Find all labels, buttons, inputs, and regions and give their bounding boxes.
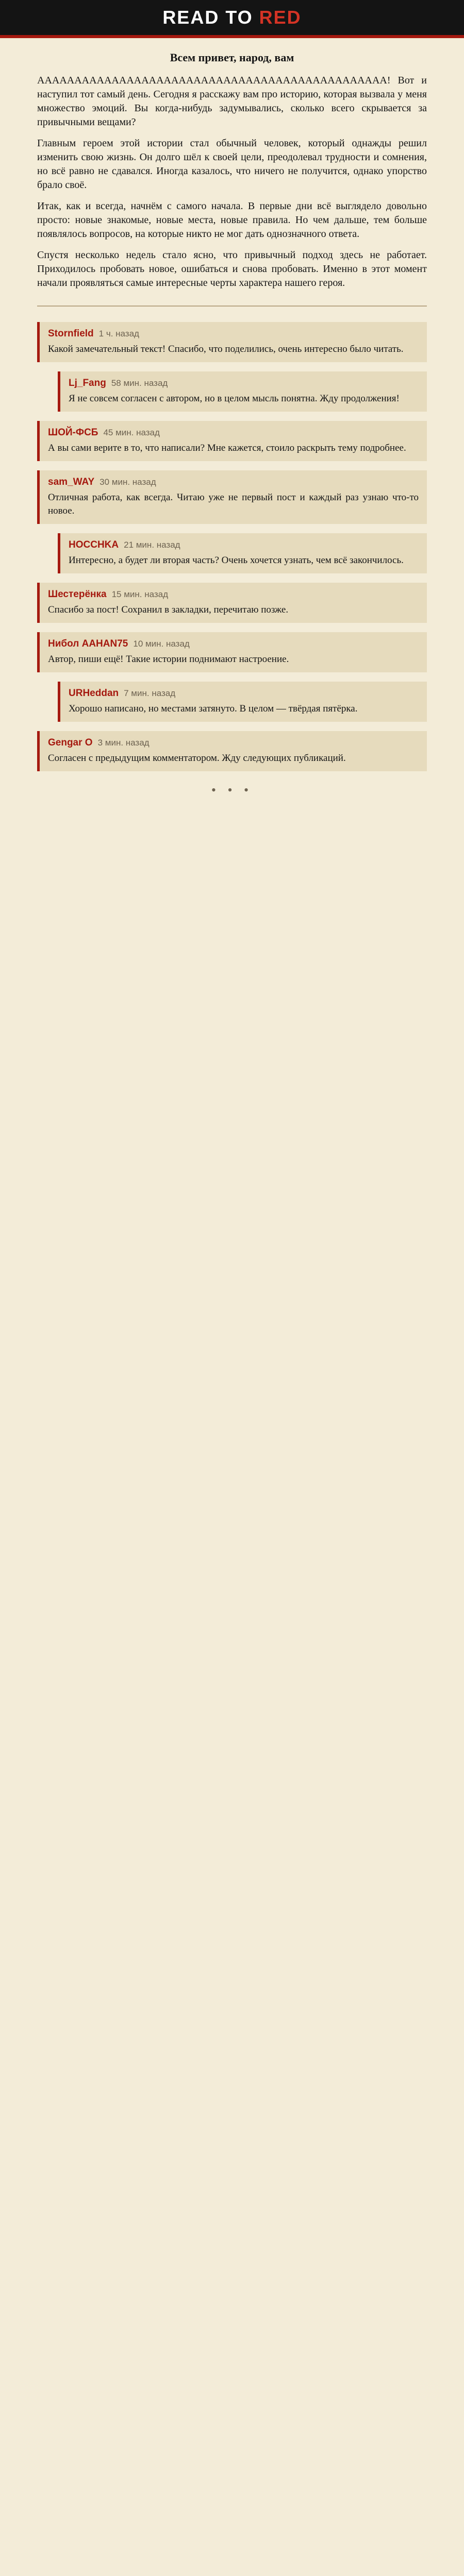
comment-time: 1 ч. назад [98,329,139,338]
comment [37,583,427,623]
comment-author[interactable]: Шестерёнка [48,589,107,600]
comment-text: Интересно, а будет ли вторая часть? Очень хочется узнать, чем всё закончилось. [69,555,404,566]
comment-text: Я не совсем согласен с автором, но в целом мысль понятна. Жду продолжения! [69,393,400,404]
comment [37,470,427,524]
post-paragraph: Спустя несколько недель стало ясно, что привычный подход здесь не работает. Приходилось пробовать новое, ошибаться и снова пробовать. Именно в этот момент начали проявляться самые интересные черты характера нашего героя. [37,249,427,289]
comment [37,731,427,771]
comment-reply [58,371,427,412]
post-paragraph: Главным героем этой истории стал обычный человек, который однажды решил изменить свою жизнь. Он долго шёл к своей цели, преодолевал трудности и сомнения, но всё равно не сдавался. Иногда казалось, что ничего не получится, однако упорство брало своё. [37,138,427,191]
comment-text: Хорошо написано, но местами затянуто. В целом — твёрдая пятёрка. [69,703,358,714]
comment [37,421,427,461]
comment-author[interactable]: Lj_Fang [69,378,106,388]
comment-author[interactable]: ШОЙ-ФСБ [48,427,98,438]
post-body [37,50,427,290]
comment-time: 3 мин. назад [97,738,150,748]
post-title: Всем привет, народ, вам [170,51,294,64]
comment-text: Автор, пиши ещё! Такие истории поднимают настроение. [48,654,289,665]
comment-author[interactable]: Gengar O [48,737,93,748]
comment-time: 21 мин. назад [124,540,180,550]
comment-time: 7 мин. назад [124,688,176,698]
logo-text-accent: RED [259,7,302,28]
article-content [0,38,464,2576]
site-header [0,0,464,38]
site-logo[interactable] [162,7,301,28]
comment-text: Отличная работа, как всегда. Читаю уже не первый пост и каждый раз узнаю что-то новое. [48,492,419,516]
comment-author[interactable]: URHeddan [69,688,119,699]
comment-author[interactable]: sam_WAY [48,477,95,487]
comment-time: 45 мин. назад [103,428,160,437]
comment-text: Спасибо за пост! Сохранил в закладки, перечитаю позже. [48,604,289,615]
more-indicator: • • • [211,783,253,798]
section-divider [37,306,427,307]
comments-section [37,322,427,771]
post-paragraph: Итак, как и всегда, начнём с самого начала. В первые дни всё выглядело довольно просто: новые знакомые, новые места, новые правила. Но чем дальше, тем больше появлялось вопросов, на которые никто не мог дать однозначного ответа. [37,200,427,240]
comment [37,322,427,362]
comment-text: Какой замечательный текст! Спасибо, что поделились, очень интересно было читать. [48,344,404,354]
comment-author[interactable]: HOCCHKA [69,539,119,550]
comment-text: Согласен с предыдущим комментатором. Жду следующих публикаций. [48,753,346,764]
logo-text-main: READ TO [162,7,259,28]
comment-text: А вы сами верите в то, что написали? Мне кажется, стоило раскрыть тему подробнее. [48,443,406,453]
comment-author[interactable]: Stornfield [48,328,94,339]
comment-reply [58,533,427,573]
post-paragraph: ААААААААААААААААААААААААААААААААААААААААААААААА! Вот и наступил тот самый день. Сегодня я расскажу вам про историю, которая вызвала у меня множество эмоций. Вы когда-нибудь задумывались, сколько всего скрывается за привычными вещами? [37,75,427,128]
comment-time: 10 мин. назад [133,639,190,649]
comment-time: 58 мин. назад [111,378,168,388]
comment-time: 15 мин. назад [111,589,169,599]
comment [37,632,427,672]
comment-time: 30 мин. назад [100,477,156,487]
comment-author[interactable]: Нибол AAHAN75 [48,638,128,649]
comment-reply [58,682,427,722]
